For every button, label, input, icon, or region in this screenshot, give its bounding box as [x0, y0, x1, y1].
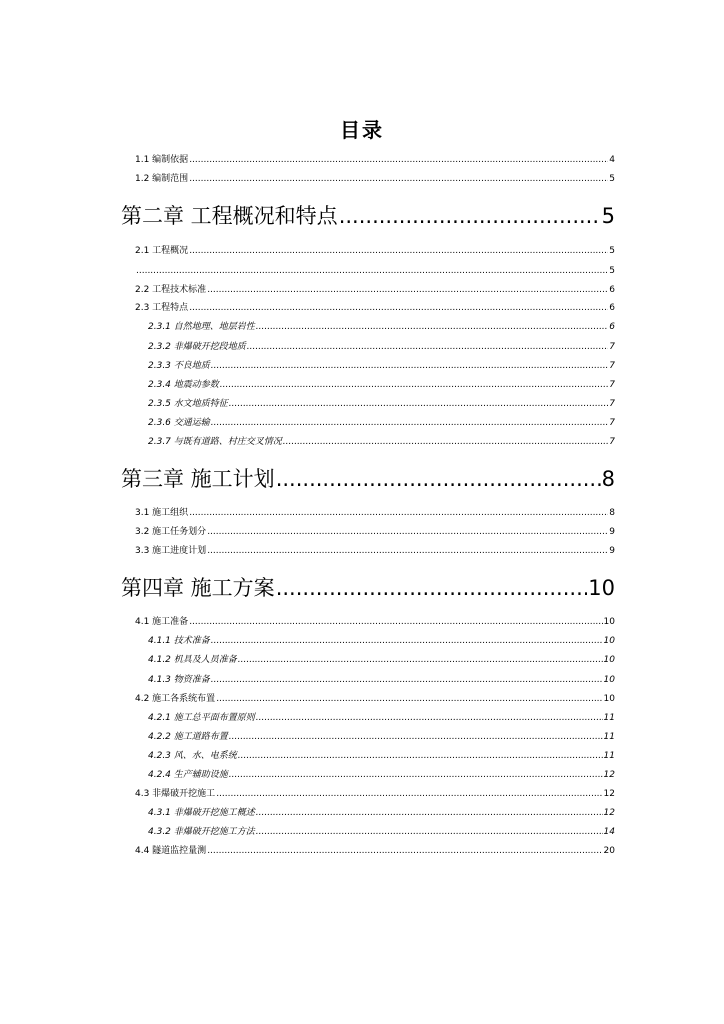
toc-entry-title: 2.3.7 与既有道路、村庄交叉情况 [148, 437, 282, 447]
toc-entry-title: 2.1 工程概况 [135, 246, 189, 256]
toc-entry[interactable] [148, 825, 615, 839]
toc-entry[interactable] [148, 435, 615, 449]
toc-dot-leader [229, 730, 603, 744]
toc-page-number: 7 [609, 361, 615, 371]
toc-dot-leader [276, 464, 601, 494]
toc-page-number: 12 [603, 770, 615, 780]
toc-page-number: 9 [609, 546, 615, 556]
page-title: 目录 [340, 118, 384, 142]
toc-page-number: 20 [603, 846, 615, 856]
toc-entry-title: 4.2.3 风、水、电系统 [148, 751, 237, 761]
toc-dot-leader [207, 844, 602, 858]
toc-page-number: 10 [603, 694, 615, 704]
toc-page-number: 10 [603, 636, 615, 646]
toc-dot-leader [189, 244, 608, 258]
toc-entry-title: 4.1 施工准备 [135, 617, 189, 627]
toc-entry-title: 第四章 施工方案 [121, 576, 275, 600]
toc-entry[interactable] [148, 340, 615, 354]
toc-page-number: 14 [603, 827, 615, 837]
toc-entry[interactable] [135, 506, 615, 520]
toc-dot-leader [256, 320, 609, 334]
toc-dot-leader [229, 397, 609, 411]
toc-dot-leader [216, 787, 602, 801]
toc-dot-leader [220, 378, 609, 392]
toc-entry[interactable] [135, 787, 615, 801]
toc-entry[interactable] [135, 153, 615, 167]
toc-page-number: 7 [609, 380, 615, 390]
toc-dot-leader [207, 525, 608, 539]
toc-entry-title: 4.3.2 非爆破开挖施工方法 [148, 827, 255, 837]
toc-page-number: 7 [609, 418, 615, 428]
toc-entry-title: 4.1.3 物资准备 [148, 675, 210, 685]
toc-entry[interactable] [148, 359, 615, 373]
toc-page-number: 5 [601, 204, 615, 228]
toc-dot-leader [211, 416, 609, 430]
toc-entry[interactable] [148, 416, 615, 430]
toc-dot-leader [211, 673, 603, 687]
toc-page-number: 6 [609, 285, 615, 295]
toc-entry[interactable] [135, 544, 615, 558]
toc-entry[interactable] [135, 264, 615, 278]
toc-entry[interactable] [148, 673, 615, 687]
toc-entry-title: 1.2 编制范围 [135, 174, 189, 184]
toc-dot-leader [207, 283, 608, 297]
toc-entry-title: 4.2.4 生产辅助设施 [148, 770, 228, 780]
toc-dot-leader [189, 153, 608, 167]
toc-entry-title: 4.2.1 施工总平面布置原则 [148, 713, 255, 723]
toc-entry[interactable] [135, 301, 615, 315]
toc-entry-title: 2.3.5 水文地质特征 [148, 399, 228, 409]
toc-entry-title: 2.3.3 不良地质 [148, 361, 210, 371]
toc-chapter-entry[interactable] [121, 464, 615, 494]
toc-dot-leader [256, 806, 603, 820]
toc-page-number: 11 [603, 732, 615, 742]
toc-entry-title: 2.3.6 交通运输 [148, 418, 210, 428]
toc-page-number: 10 [603, 655, 615, 665]
toc-page-number: 11 [603, 751, 615, 761]
toc-dot-leader [276, 573, 588, 603]
toc-entry[interactable] [135, 844, 615, 858]
toc-page-number: 11 [603, 713, 615, 723]
toc-entry-title: 1.1 编制依据 [135, 155, 189, 165]
toc-dot-leader [211, 634, 603, 648]
toc-entry[interactable] [135, 244, 615, 258]
toc-dot-leader [256, 711, 603, 725]
toc-entry[interactable] [135, 615, 615, 629]
toc-page-number: 12 [603, 789, 615, 799]
toc-entry[interactable] [148, 806, 615, 820]
toc-entry[interactable] [148, 711, 615, 725]
toc-page-number: 6 [609, 303, 615, 313]
toc-page-number: 12 [603, 808, 615, 818]
toc-page-number: 5 [609, 174, 615, 184]
toc-entry[interactable] [148, 749, 615, 763]
toc-entry-title: 第三章 施工计划 [121, 467, 275, 491]
toc-chapter-entry[interactable] [121, 201, 615, 231]
toc-dot-leader [189, 615, 602, 629]
toc-page-number: 7 [609, 399, 615, 409]
toc-page-number: 4 [609, 155, 615, 165]
toc-page-number: 8 [609, 508, 615, 518]
toc-entry-title: 2.2 工程技术标准 [135, 285, 207, 295]
toc-entry-title: 2.3.2 非爆破开挖段地质 [148, 342, 246, 352]
toc-dot-leader [283, 435, 609, 449]
toc-dot-leader [189, 172, 608, 186]
toc-entry-title: 4.3.1 非爆破开挖施工概述 [148, 808, 255, 818]
toc-entry-title: 3.3 施工进度计划 [135, 546, 207, 556]
toc-page-number: 6 [609, 322, 615, 332]
toc-entry[interactable] [148, 378, 615, 392]
toc-entry[interactable] [148, 653, 615, 667]
toc-entry[interactable] [135, 283, 615, 297]
toc-entry-title: 4.1.2 机具及人员准备 [148, 655, 237, 665]
toc-entry[interactable] [135, 692, 615, 706]
toc-dot-leader [189, 506, 608, 520]
toc-dot-leader [189, 301, 608, 315]
toc-entry-title: 2.3.1 自然地理、地层岩性 [148, 322, 255, 332]
toc-entry-title: 4.3 非爆破开挖施工 [135, 789, 216, 799]
toc-entry-title: 3.1 施工组织 [135, 508, 189, 518]
toc-dot-leader [247, 340, 609, 354]
toc-dot-leader [256, 825, 603, 839]
toc-entry[interactable] [135, 172, 615, 186]
toc-page-number: 9 [609, 527, 615, 537]
toc-page-number: 7 [609, 342, 615, 352]
toc-entry[interactable] [148, 634, 615, 648]
toc-entry-title: 第二章 工程概况和特点 [121, 204, 338, 228]
toc-dot-leader [238, 749, 603, 763]
toc-dot-leader [211, 359, 609, 373]
toc-entry-title: 2.3.4 地震动参数 [148, 380, 219, 390]
toc-dot-leader [136, 264, 608, 278]
toc-dot-leader [339, 201, 601, 231]
toc-entry[interactable] [148, 768, 615, 782]
toc-dot-leader [229, 768, 603, 782]
toc-page-number: 10 [588, 576, 615, 600]
toc-entry-title: 4.4 隧道监控量测 [135, 846, 207, 856]
toc-dot-leader [238, 653, 603, 667]
toc-chapter-entry[interactable] [121, 573, 615, 603]
toc-entry[interactable] [148, 320, 615, 334]
toc-entry-title: 4.2 施工各系统布置 [135, 694, 216, 704]
toc-page-number: 5 [609, 246, 615, 256]
toc-entry-title: 3.2 施工任务划分 [135, 527, 207, 537]
toc-page-number: 7 [609, 437, 615, 447]
toc-page-number: 5 [609, 266, 615, 276]
toc-entry-title: 2.3 工程特点 [135, 303, 189, 313]
toc-dot-leader [207, 544, 608, 558]
toc-page-number: 10 [603, 675, 615, 685]
toc-dot-leader [216, 692, 602, 706]
toc-entry[interactable] [148, 397, 615, 411]
toc-entry[interactable] [148, 730, 615, 744]
toc-entry-title: 4.1.1 技术准备 [148, 636, 210, 646]
toc-entry-title: 4.2.2 施工道路布置 [148, 732, 228, 742]
toc-entry[interactable] [135, 525, 615, 539]
toc-page-number: 8 [601, 467, 615, 491]
toc-page-number: 10 [603, 617, 615, 627]
